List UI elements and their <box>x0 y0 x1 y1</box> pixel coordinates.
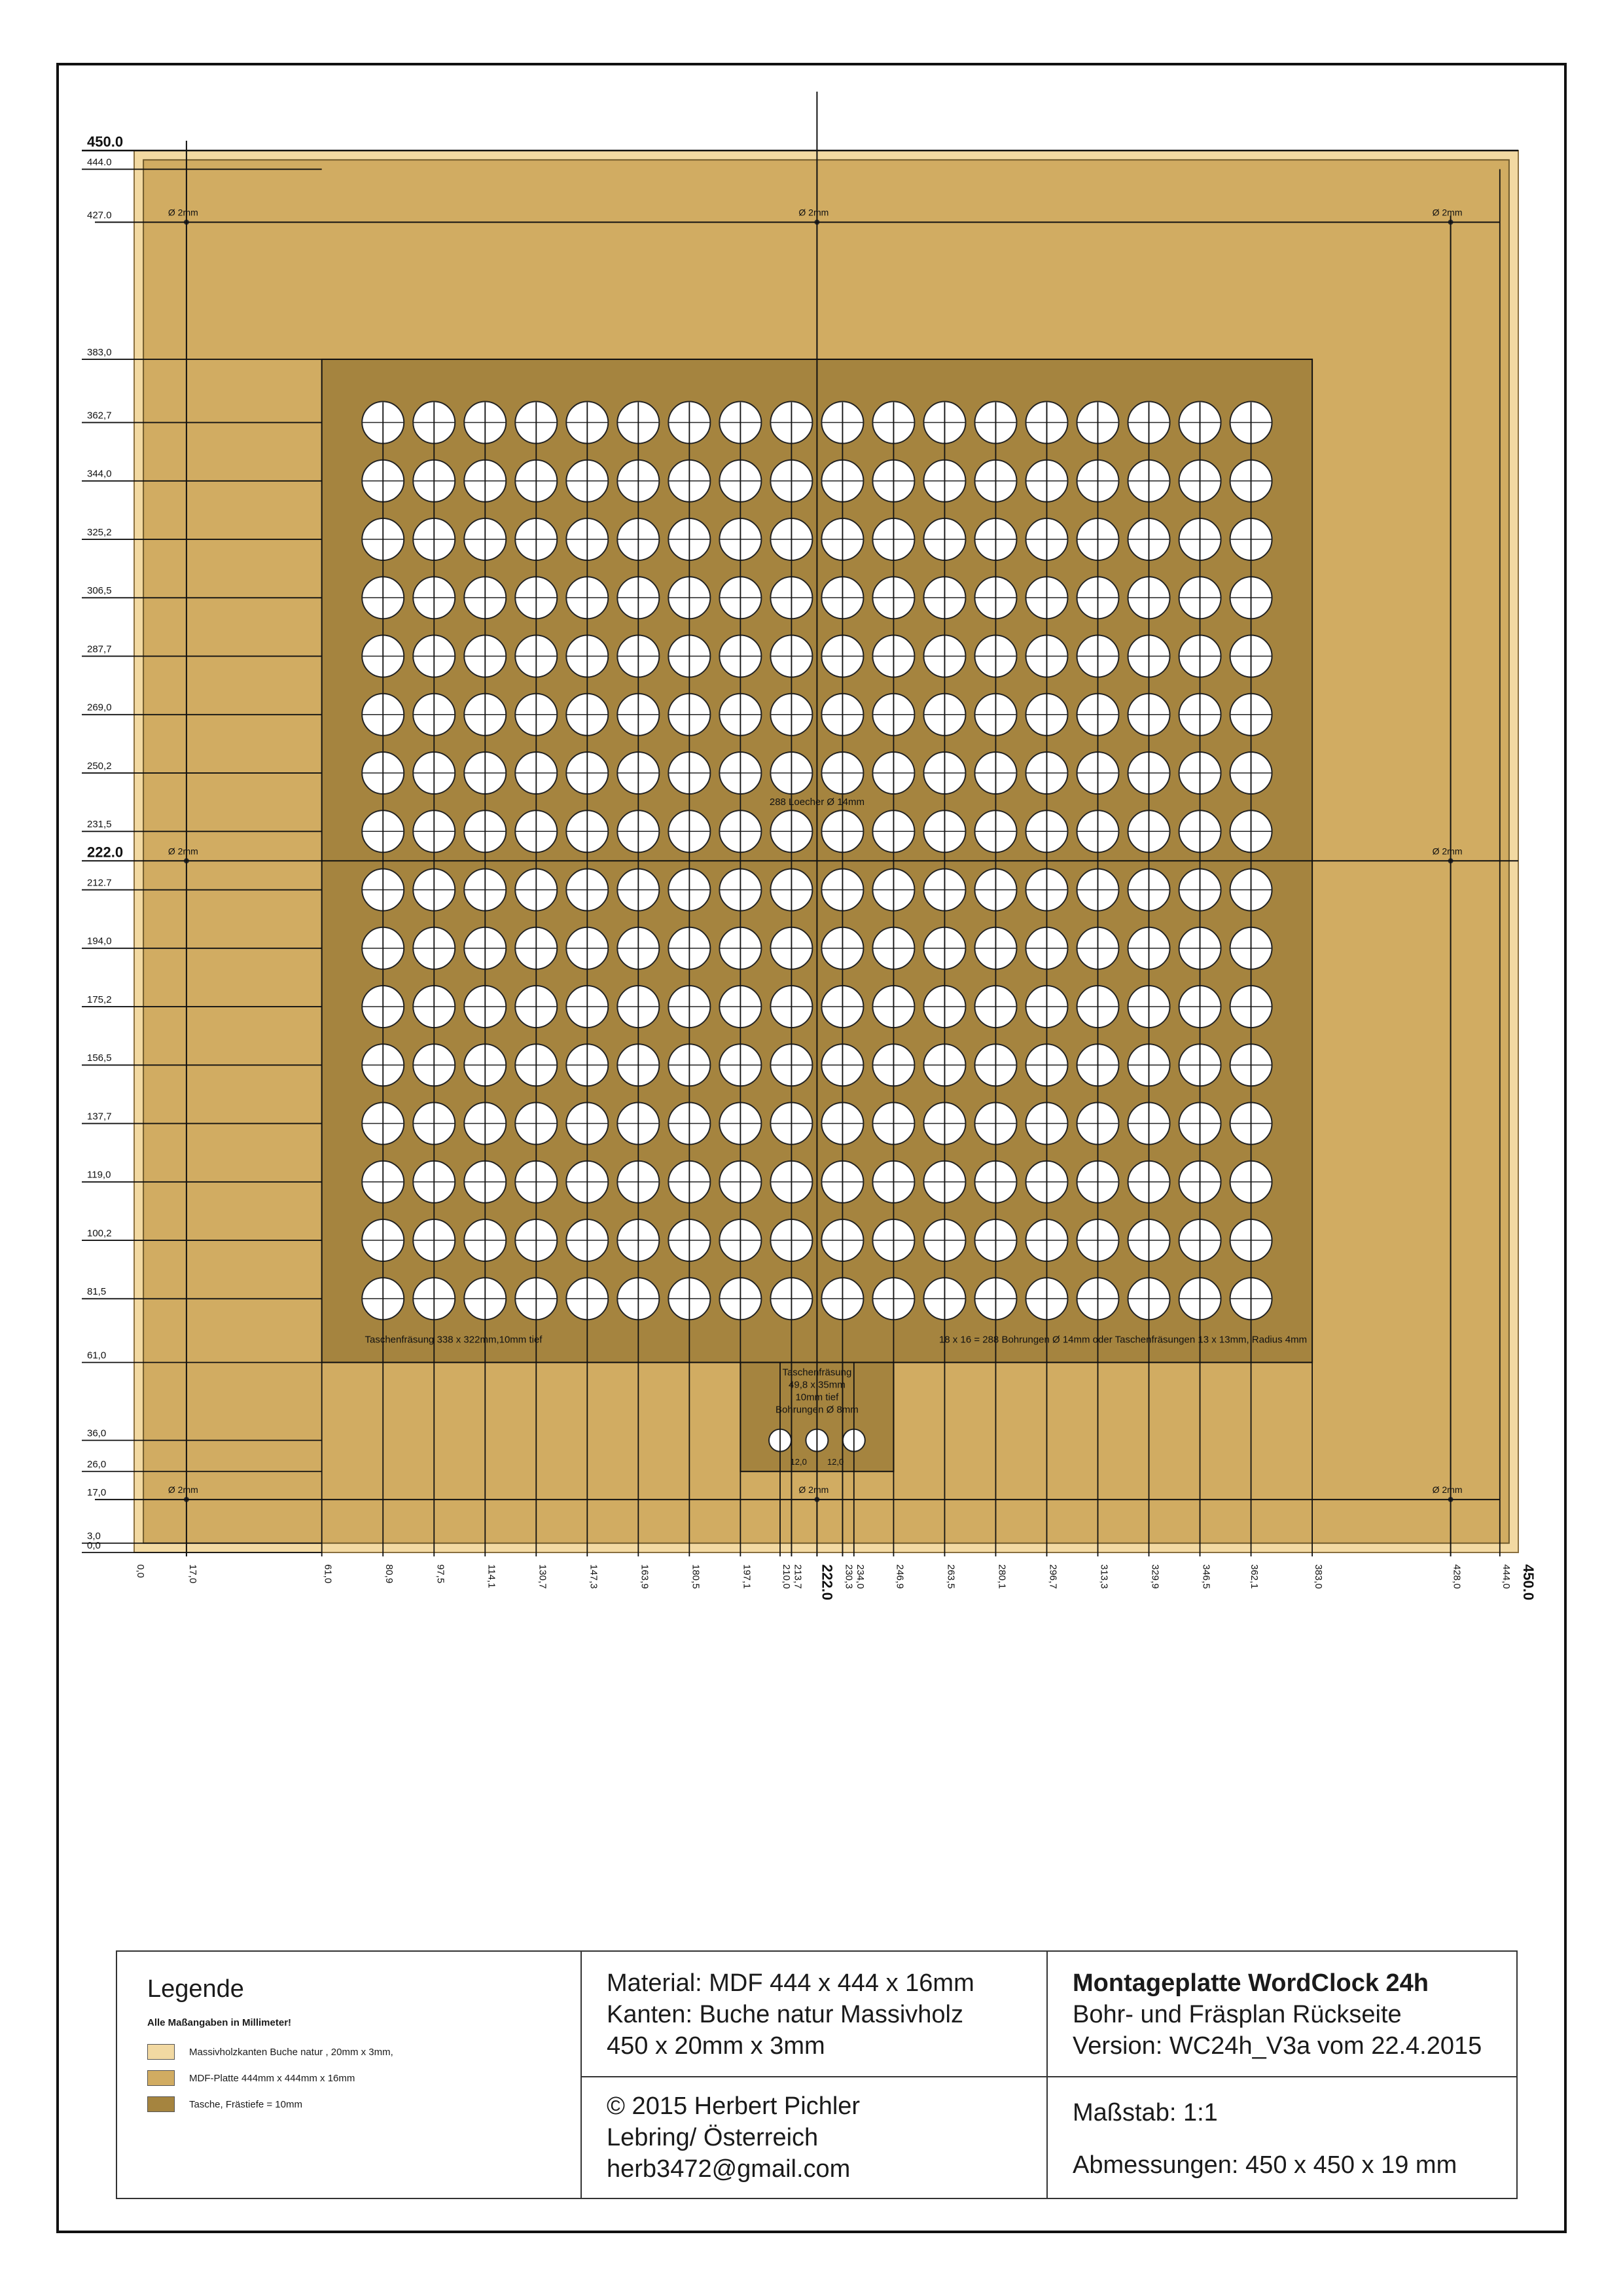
legend-swatch-pocket <box>147 2096 175 2112</box>
small-pocket-label: Bohrungen Ø 8mm <box>776 1404 859 1416</box>
y-tick-label: 344,0 <box>87 468 112 480</box>
x-tick-label: 130,7 <box>537 1564 548 1589</box>
mount-hole-label: Ø 2mm <box>798 207 829 218</box>
material-line-3: 450 x 20mm x 3mm <box>607 2032 825 2060</box>
x-tick-label: 296,7 <box>1047 1564 1059 1589</box>
y-tick-label: 26,0 <box>87 1459 107 1471</box>
x-tick-label: 180,5 <box>690 1564 702 1589</box>
x-tick-label: 114,1 <box>486 1564 497 1588</box>
y-tick-label: 450.0 <box>87 134 124 150</box>
x-tick-label: 234,0 <box>854 1564 866 1589</box>
legend-label: Massivholzkanten Buche natur , 20mm x 3mm, <box>189 2046 393 2058</box>
small-dimension-label: 12,0 <box>790 1457 807 1467</box>
x-tick-label: 263,5 <box>945 1564 957 1589</box>
small-pocket-label: 49,8 x 35mm <box>789 1379 846 1391</box>
divider <box>582 2076 1046 2077</box>
y-tick-label: 17,0 <box>87 1487 107 1499</box>
drawing-subtitle: Bohr- und Fräsplan Rückseite <box>1073 2001 1402 2028</box>
grid-note-label: 18 x 16 = 288 Bohrungen Ø 14mm oder Taschenfräsungen 13 x 13mm, Radius 4mm <box>938 1334 1308 1346</box>
y-tick-label: 362,7 <box>87 410 112 422</box>
x-tick-label: 147,3 <box>588 1564 599 1589</box>
x-tick-label: 246,9 <box>894 1564 906 1589</box>
y-tick-label: 137,7 <box>87 1111 112 1122</box>
scale-label: Maßstab: 1:1 <box>1073 2099 1218 2126</box>
y-tick-label: 222.0 <box>87 844 124 861</box>
y-tick-label: 100,2 <box>87 1228 112 1240</box>
y-tick-label: 81,5 <box>87 1286 107 1298</box>
x-tick-label: 329,9 <box>1149 1564 1161 1589</box>
y-tick-label: 306,5 <box>87 585 112 597</box>
mount-hole-label: Ø 2mm <box>1432 207 1463 218</box>
x-tick-label: 280,1 <box>996 1564 1008 1589</box>
info-panel <box>582 1952 1048 2198</box>
x-tick-label: 80,9 <box>383 1564 395 1584</box>
x-tick-label: 0,0 <box>135 1564 146 1578</box>
legend-label: Tasche, Frästiefe = 10mm <box>189 2098 302 2110</box>
x-tick-label: 444,0 <box>1500 1564 1512 1589</box>
x-tick-label: 450.0 <box>1520 1564 1537 1601</box>
mount-hole-label: Ø 2mm <box>798 1484 829 1496</box>
y-tick-label: 287,7 <box>87 643 112 655</box>
legend-item-pocket <box>147 2094 302 2114</box>
pocket-label: Taschenfräsung 338 x 322mm,10mm tief <box>365 1334 543 1346</box>
drawing-version: Version: WC24h_V3a vom 22.4.2015 <box>1073 2032 1482 2060</box>
small-pocket-label: Taschenfräsung <box>782 1367 852 1378</box>
x-tick-label: 362,1 <box>1248 1564 1260 1589</box>
y-tick-label: 383,0 <box>87 346 112 358</box>
y-tick-label: 269,0 <box>87 702 112 713</box>
mount-hole-label: Ø 2mm <box>168 1484 198 1496</box>
author-line-1: © 2015 Herbert Pichler <box>607 2092 861 2120</box>
x-tick-label: 97,5 <box>435 1564 446 1584</box>
material-line-2: Kanten: Buche natur Massivholz <box>607 2001 963 2028</box>
legend-swatch-plate <box>147 2070 175 2086</box>
y-tick-label: 36,0 <box>87 1427 107 1439</box>
small-pocket-label: 10mm tief <box>795 1391 839 1403</box>
y-tick-label: 156,5 <box>87 1052 112 1064</box>
mount-hole-label: Ø 2mm <box>1432 846 1463 857</box>
y-tick-label: 325,2 <box>87 527 112 539</box>
x-tick-label: 313,3 <box>1098 1564 1110 1589</box>
hole-grid-label: 288 Loecher Ø 14mm <box>769 797 865 808</box>
mount-hole-label: Ø 2mm <box>1432 1484 1463 1496</box>
y-tick-label: 175,2 <box>87 994 112 1006</box>
x-tick-label: 428,0 <box>1451 1564 1463 1589</box>
x-tick-label: 17,0 <box>187 1564 198 1584</box>
legend-panel <box>117 1952 582 2198</box>
legend-label: MDF-Platte 444mm x 444mm x 16mm <box>189 2072 355 2084</box>
x-tick-label: 210,0 <box>781 1564 792 1589</box>
y-tick-label: 3,0 <box>87 1530 101 1542</box>
x-tick-label: 197,1 <box>741 1564 753 1589</box>
x-tick-label: 213,7 <box>792 1564 804 1589</box>
y-tick-label: 119,0 <box>87 1169 111 1181</box>
divider <box>1048 2076 1516 2077</box>
x-tick-label: 163,9 <box>639 1564 651 1589</box>
small-dimension-label: 12,0 <box>827 1457 844 1467</box>
mount-hole-label: Ø 2mm <box>168 207 198 218</box>
title-panel <box>1048 1952 1516 2198</box>
x-tick-label: 230,3 <box>843 1564 855 1589</box>
legend-title: Legende <box>147 1975 244 2003</box>
legend-note: Alle Maßangaben in Millimeter! <box>147 2017 292 2028</box>
legend-item-plate <box>147 2068 355 2088</box>
y-tick-label: 194,0 <box>87 935 112 947</box>
dimensions-label: Abmessungen: 450 x 450 x 19 mm <box>1073 2151 1457 2179</box>
legend-swatch-edge <box>147 2044 175 2060</box>
x-tick-label: 383,0 <box>1313 1564 1325 1589</box>
x-tick-label: 61,0 <box>322 1564 334 1584</box>
drawing-title: Montageplatte WordClock 24h <box>1073 1969 1429 1997</box>
x-tick-label: 222.0 <box>819 1564 836 1601</box>
y-tick-label: 212.7 <box>87 877 112 889</box>
title-block <box>116 1950 1518 2199</box>
y-tick-label: 444.0 <box>87 156 112 168</box>
author-line-3: herb3472@gmail.com <box>607 2155 851 2183</box>
author-line-2: Lebring/ Österreich <box>607 2124 819 2151</box>
material-line-1: Material: MDF 444 x 444 x 16mm <box>607 1969 974 1997</box>
y-tick-label: 231,5 <box>87 819 112 831</box>
mount-hole-label: Ø 2mm <box>168 846 198 857</box>
legend-item-edge <box>147 2042 393 2062</box>
y-tick-label: 0,0 <box>87 1540 101 1551</box>
y-tick-label: 61,0 <box>87 1350 107 1361</box>
y-tick-label: 427.0 <box>87 209 112 221</box>
x-tick-label: 346,5 <box>1200 1564 1212 1589</box>
y-tick-label: 250,2 <box>87 761 112 772</box>
